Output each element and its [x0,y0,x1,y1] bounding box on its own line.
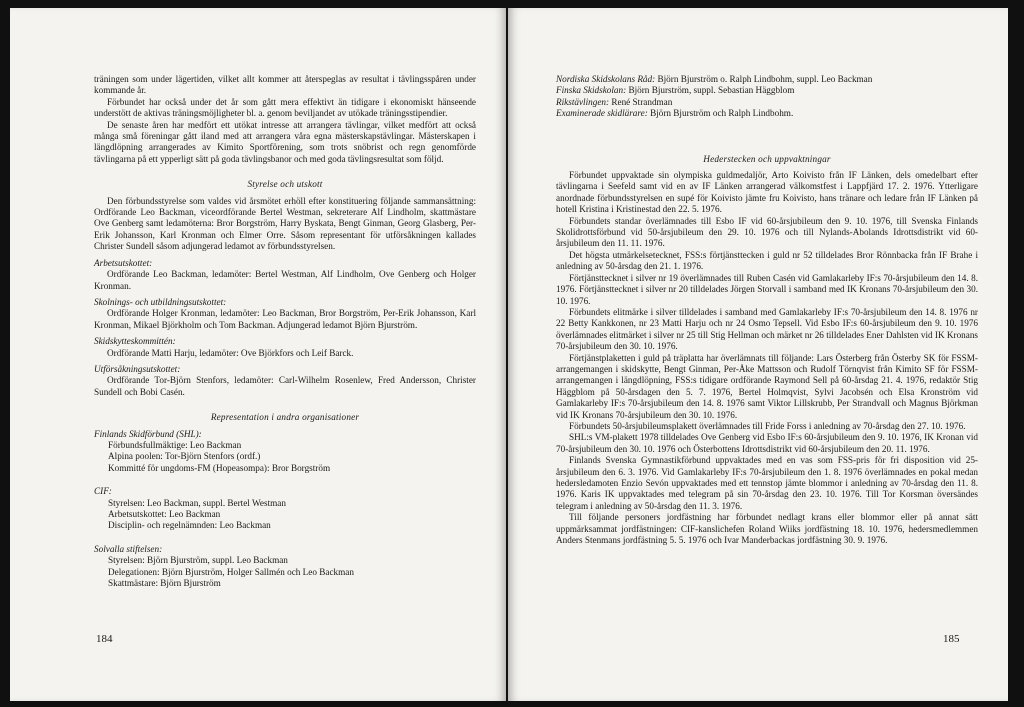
right-page-text [556,74,978,546]
list-item: Styrelsen: Björn Bjurström, suppl. Leo Backman [108,555,288,566]
honors-paragraph: Till följande personers jordfästning har förbundet nedlagt krans eller blommor eller på annat sätt uppmärksammat jordfästningen: CIF-kanslichefen Roland Wiiks jordfästning 18. 10. 1976, hedersmedlemmen Anders Stenmans jordfästning 5. 5. 1976 och Ivar Manderbackas jordfästning 30. 9. 1976. [556,512,978,546]
honors-paragraph: Det högsta utmärkelsetecknet, FSS:s förtjänsttecken i guld nr 52 tilldelades Bror Rönnbacka från IF Brahe i anledning av 50-årsdag den 21. 1. 1976. [556,249,978,272]
honors-paragraph: Förtjänstplaketten i guld på träplatta har överlämnats till följande: Lars Österberg från Österby SK för FSSM-arrangemangen i skidskytte, Bengt Ginman, Per-Åke Mattsson och Rudolf Törnqvist från Kimito SF för FSSM-arrangemangen i längdlöpning, FSS:s tidigare ordförande Raymond Sell på 60-årsdag 21. 4. 1976, redaktör Stig Häggblom på 50-årsdagen den 5. 7. 1976, Bertel Holmqvist, Sylvi Jacobsén och Elsa Kronström vid Gamlakarleby IF:s 70-årsjubileum den 14. 8. 1976 samt Viktor Lillskrubb, Per Strandvall och Magnus Björkman vid IK Kronans 70-årsjubileum den 30. 10. 1976. [556,352,978,420]
role-line [556,74,978,85]
honors-paragraph: SHL:s VM-plakett 1978 tilldelades Ove Genberg vid Esbo IF:s 60-årsjubileum den 9. 10. 1976, IK Kronan vid 70-årsjubileum den 30. 10. 1976 och Österbottens Idrottsdistrikt vid 60-årsjubileum den 20. 11. 1976. [556,432,978,454]
role-line [556,97,978,108]
section-heading-representation: Representation i andra organisationer [210,412,360,423]
honors-paragraph: Förbundets 50-årsjubileumsplakett överlämnades till Fride Forss i anledning av 70-årsdag den 27. 10. 1976. [569,420,966,431]
section-heading-styrelse: Styrelse och utskott [247,179,323,190]
honors-paragraph: Förbundets standar överlämnades till Esbo IF vid 60-årsjubileum den 9. 10. 1976, till Svenska Finlands Skolidrottsförbund vid 50-årsjubileum den 29. 10. 1976 och till Nylands-Abolands Idrottsdistrikt vid 60-årsjubileum den 11. 11. 1976. [556,215,978,249]
organisation-label: Solvalla stiftelsen: [94,543,163,554]
committee-members: Ordförande Matti Harju, ledamöter: Ove Björkfors och Leif Barck. [107,347,354,358]
role-line [556,85,978,96]
honors-paragraph: Förbundets elitmärke i silver tilldelades i samband med Gamlakarleby IF:s 70-årsjubileum den 14. 8. 1976 nr 22 Betty Kankkonen, nr 23 Matti Harju och nr 24 Osmo Tepsell. Vid Esbo IF:s 60-årsjubileum den 9. 10. 1976 överlämnades elitmärket i silver nr 25 till Stig Hellman och märket nr 26 tilldelades Ener Dahlsten vid IK Kronans 70-årsjubileum den 30. 10. 1976. [556,306,979,352]
page-number: 185 [943,633,960,645]
list-item: Kommitté för ungdoms-FM (Hopeasompa): Bror Borgström [108,462,331,473]
list-item: Disciplin- och regelnämnden: Leo Backman [108,520,271,531]
honors-paragraph: Förtjänsttecknet i silver nr 19 överlämnades till Ruben Casén vid Gamlakarleby IF:s 70-årsjubileum den 14. 8. 1976. Förtjänsttecknet i silver nr 20 tilldelades Jörgen Storvall i samband med IK Kronans 70-årsjubileum den 30. 10. 1976. [556,272,978,306]
organisation-label: Finlands Skidförbund (SHL): [94,428,202,439]
committee-members: Ordförande Holger Kronman, ledamöter: Leo Backman, Bror Borgström, Per-Erik Johansson, Karl Kronman, Mikael Björkholm och Tom Backman. Adjungerad ledamot Björn Bjurström. [94,308,476,330]
committee-label: Skidskytteskommittén: [94,336,176,347]
role-label: Examinerade skidlärare: [556,108,648,119]
role-label: Finska Skidskolan: [556,85,627,96]
intro-paragraph: träningen som under lägertiden, vilket allt kommer att återspeglas av resultat i tävlingsspåren under kommande år. [94,74,476,96]
list-item: Förbundsfullmäktige: Leo Backman [108,439,242,450]
list-item: Delegationen: Björn Bjurström, Holger Sallmén och Leo Backman [108,566,354,577]
left-page [10,8,506,701]
list-item: Arbetsutskottet: Leo Backman [108,509,221,519]
committee-members: Ordförande Tor-Björn Stenfors, ledamöter: Carl-Wilhelm Rosenlew, Fred Andersson, Christer Sundell och Bobi Casén. [94,375,476,397]
role-holders: Björn Bjurström, suppl. Sebastian Häggblom [628,85,795,96]
list-item: Skattmästare: Björn Bjurström [108,578,221,589]
role-holders: Björn Bjurström o. Ralph Lindbohm, suppl. Leo Backman [657,74,873,84]
section-heading-honors: Hederstecken och uppvaktningar [703,153,831,164]
role-holders: Björn Bjurström och Ralph Lindbohm. [650,108,794,119]
intro-paragraph: Förbundet har också under det år som gått mera effektivt än tidigare i ekonomiskt hänseende understött de aktivas träningsmöjligheter bl. a. genom beviljandet av utökade träningsstipendier. [94,96,476,119]
committee-label: Arbetsutskottet: [94,257,153,268]
committee-label: Utförsåkningsutskottet: [94,363,181,374]
organisation-list [94,498,476,532]
honors-paragraph: Förbundet uppvaktade sin olympiska guldmedaljör, Arto Koivisto från IF Länken, dels omedelbart efter tävlingarna i Seefeld samt vid en av IF Länken arrangerad välkomstfest i Lappfjärd 17. 2. 1976. Ytterligare anordnade förbundsstyrelsen en supé för Koivisto jämte fru Koivisto, hans tränare och ledare från IF Länken på hotell Kristina i Kristinestad den 22. 5. 1976. [556,170,978,215]
committee-label: Skolnings- och utbildningsutskottet: [94,296,227,307]
committee-members: Ordförande Leo Backman, ledamöter: Bertel Westman, Alf Lindholm, Ove Genberg och Holger Kronman. [94,269,476,291]
organisation-list [94,440,476,474]
role-holders: René Strandman [611,96,673,107]
right-page [508,8,1008,701]
list-item: Alpina poolen: Tor-Björn Stenfors (ordf.) [108,451,261,462]
styrelse-paragraph: Den förbundsstyrelse som valdes vid årsmötet erhöll efter konstituering följande sammansättning: Ordförande Leo Backman, viceordförande Bertel Westman, sekreterare Alf Lindholm, skattmästare Ove Genberg samt ledamöterna: Bror Borgström, Harry Byskata, Bengt Ginman, Georg Glasberg, Per-Erik Johansson, Karl Kronman och Elmer Orre. Såsom representant för utförsåkningen kallades Christer Sundell såsom adjungerad ledamot av förbundsstyrelsen. [94,195,476,252]
role-label: Nordiska Skidskolans Råd: [556,74,656,84]
intro-paragraph: De senaste åren har medfört ett utökat intresse att arrangera tävlingar, vilket medfört att också många små föreningar gått iland med att arrangera våra egna mästerskapstävlingar. Mästerskapen i längdlöpning arrangerades av Kimito Sportförening, som trots snöbrist och regn genomförde tävlingarna på ett ypperligt sätt på goda tävlingsbanor och med goda tävlingsresultat som följd. [94,119,476,164]
page-number: 184 [96,633,113,645]
organisation-list [94,555,476,589]
role-label: Rikstävlingen: [556,96,610,107]
organisation-label: CIF: [94,486,112,497]
role-line [556,108,978,119]
list-item: Styrelsen: Leo Backman, suppl. Bertel Westman [108,497,286,508]
left-page-text [94,74,476,589]
honors-paragraph: Finlands Svenska Gymnastikförbund uppvaktades med en vas som FSS-pris för fri disposition vid 25-årsjubileum den 6. 3. 1976. Vid Gamlakarleby IF:s 70-årsjubileum den 1. 8. 1976 överlämnades en pokal medan hedersledamoten Enzio Sevón uppvaktades med ett tennstop jämte blommor i anledning av 70-årsdag den 11. 8. 1976. Karis IK uppvaktades med telegram på sin 70-årsdag den 23. 10. 1976. Till Tor Korsman översändes telegram i anledning av 50-årsdag den 11. 3. 1976. [556,455,978,511]
